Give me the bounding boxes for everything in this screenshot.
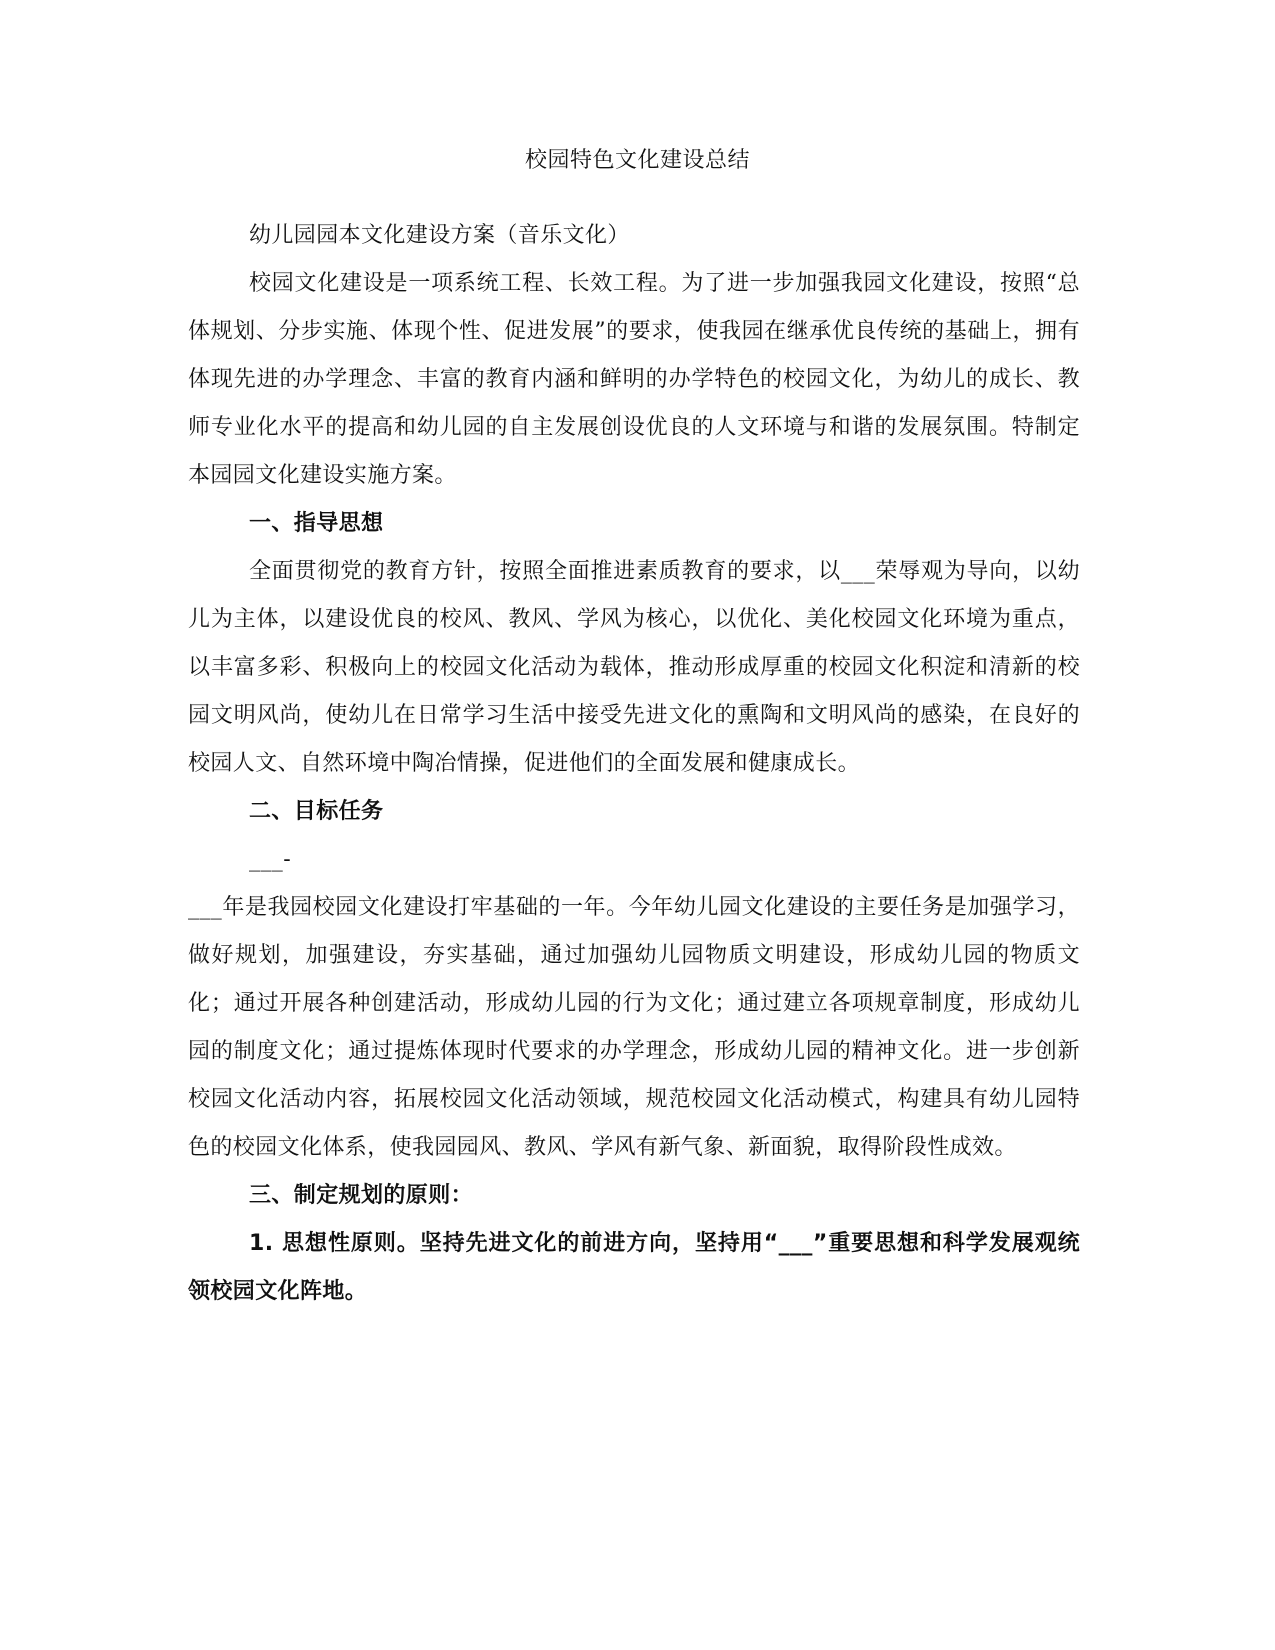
goals-paragraph: ___年是我园校园文化建设打牢基础的一年。今年幼儿园文化建设的主要任务是加强学习，做好规划，加强建设，夯实基础，通过加强幼儿园物质文明建设，形成幼儿园的物质文化；通过开展各种创建活动，形成幼儿园的行为文化；通过建立各项规章制度，形成幼儿园的制度文化；通过提炼体现时代要求的办学理念，形成幼儿园的精神文化。进一步创新校园文化活动内容，拓展校园文化活动领域，规范校园文化活动模式，构建具有幼儿园特色的校园文化体系，使我园园风、教风、学风有新气象、新面貌，取得阶段性成效。 [188,895,1080,1160]
document-body [188,212,1080,1316]
section-heading-guiding-ideology: 一、指导思想 [249,511,384,536]
goals-year-blank: ___- [249,847,292,872]
document-subtitle: 幼儿园园本文化建设方案（音乐文化） [249,223,630,248]
document-title: 校园特色文化建设总结 [524,148,750,173]
intro-paragraph: 校园文化建设是一项系统工程、长效工程。为了进一步加强我园文化建设，按照“总体规划、分步实施、体现个性、促进发展”的要求，使我园在继承优良传统的基础上，拥有体现先进的办学理念、丰富的教育内涵和鲜明的办学特色的校园文化，为幼儿的成长、教师专业化水平的提高和幼儿园的自主发展创设优良的人文环境与和谐的发展氛围。特制定本园园文化建设实施方案。 [188,271,1080,488]
guiding-ideology-paragraph: 全面贯彻党的教育方针，按照全面推进素质教育的要求，以___荣辱观为导向，以幼儿为主体，以建设优良的校风、教风、学风为核心，以优化、美化校园文化环境为重点，以丰富多彩、积极向上的校园文化活动为载体，推动形成厚重的校园文化积淀和清新的校园文明风尚，使幼儿在日常学习生活中接受先进文化的熏陶和文明风尚的感染，在良好的校园人文、自然环境中陶冶情操，促进他们的全面发展和健康成长。 [188,559,1080,776]
section-heading-principles: 三、制定规划的原则： [249,1183,474,1208]
principle-ideological: 1. 思想性原则。坚持先进文化的前进方向，坚持用“___”重要思想和科学发展观统领校园文化阵地。 [188,1231,1080,1304]
section-heading-goals: 二、目标任务 [249,799,384,824]
